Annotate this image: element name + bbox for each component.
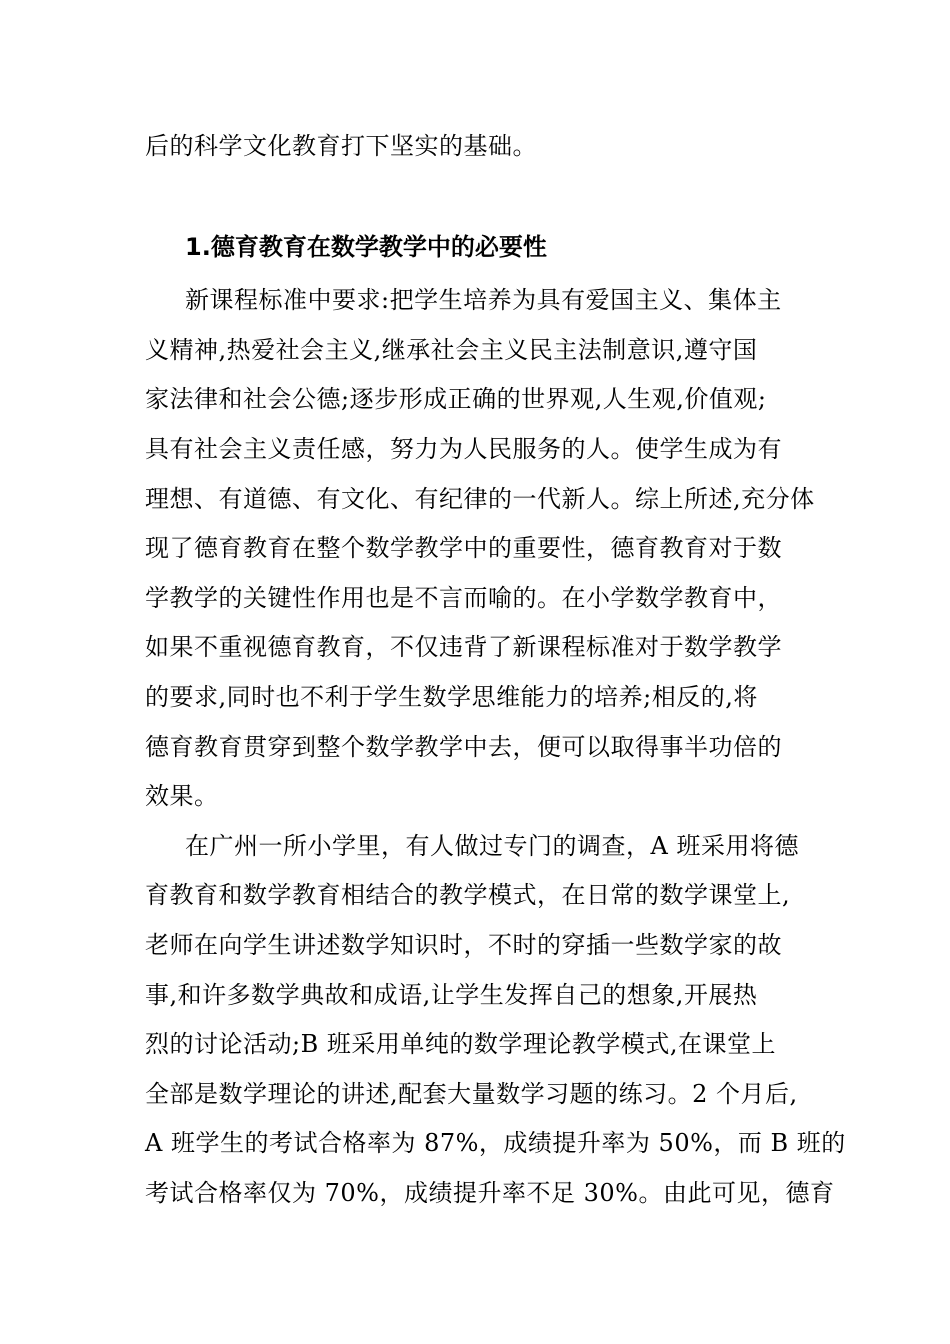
paragraph-line: 老师在向学生讲述数学知识时，不时的穿插一些数学家的故 bbox=[145, 930, 782, 959]
paragraph-requirements bbox=[145, 276, 815, 822]
paragraph-line: 如果不重视德育教育，不仅违背了新课程标准对于数学教学 bbox=[145, 633, 782, 662]
paragraph-line: 德育教育贯穿到整个数学教学中去，便可以取得事半功倍的 bbox=[145, 732, 782, 761]
intro-line: 后的科学文化教育打下坚实的基础。 bbox=[145, 132, 537, 160]
paragraph-line: 具有社会主义责任感，努力为人民服务的人。使学生成为有 bbox=[145, 434, 782, 463]
paragraph-line: 新课程标准中要求:把学生培养为具有爱国主义、集体主 bbox=[185, 286, 782, 315]
paragraph-line: 考试合格率仅为 70%，成绩提升率不足 30%。由此可见，德育 bbox=[145, 1178, 835, 1207]
paragraph-line: 在广州一所小学里，有人做过专门的调查，A 班采用将德 bbox=[185, 831, 799, 860]
paragraph-survey bbox=[145, 822, 846, 1219]
section-heading: 1.德育教育在数学教学中的必要性 bbox=[185, 232, 547, 261]
paragraph-line: 烈的讨论活动;B 班采用单纯的数学理论教学模式,在课堂上 bbox=[145, 1030, 776, 1059]
document-page bbox=[145, 122, 846, 1218]
paragraph-line: 的要求,同时也不利于学生数学思维能力的培养;相反的,将 bbox=[145, 682, 758, 711]
paragraph-line: 义精神,热爱社会主义,继承社会主义民主法制意识,遵守国 bbox=[145, 335, 758, 364]
paragraph-line: 育教育和数学教育相结合的教学模式，在日常的数学课堂上, bbox=[145, 881, 791, 910]
paragraph-line: 事,和许多数学典故和成语,让学生发挥自己的想象,开展热 bbox=[145, 980, 758, 1009]
paragraph-line: 全部是数学理论的讲述,配套大量数学习题的练习。2 个月后, bbox=[145, 1079, 798, 1108]
paragraph-line: 现了德育教育在整个数学教学中的重要性，德育教育对于数 bbox=[145, 534, 782, 563]
paragraph-line: 效果。 bbox=[145, 782, 219, 811]
paragraph-line: A 班学生的考试合格率为 87%，成绩提升率为 50%，而 B 班的 bbox=[145, 1129, 846, 1158]
paragraph-line: 学教学的关键性作用也是不言而喻的。在小学数学教育中， bbox=[145, 583, 782, 612]
paragraph-line: 家法律和社会公德;逐步形成正确的世界观,人生观,价值观; bbox=[145, 385, 767, 414]
paragraph-line: 理想、有道德、有文化、有纪律的一代新人。综上所述,充分体 bbox=[145, 484, 815, 513]
